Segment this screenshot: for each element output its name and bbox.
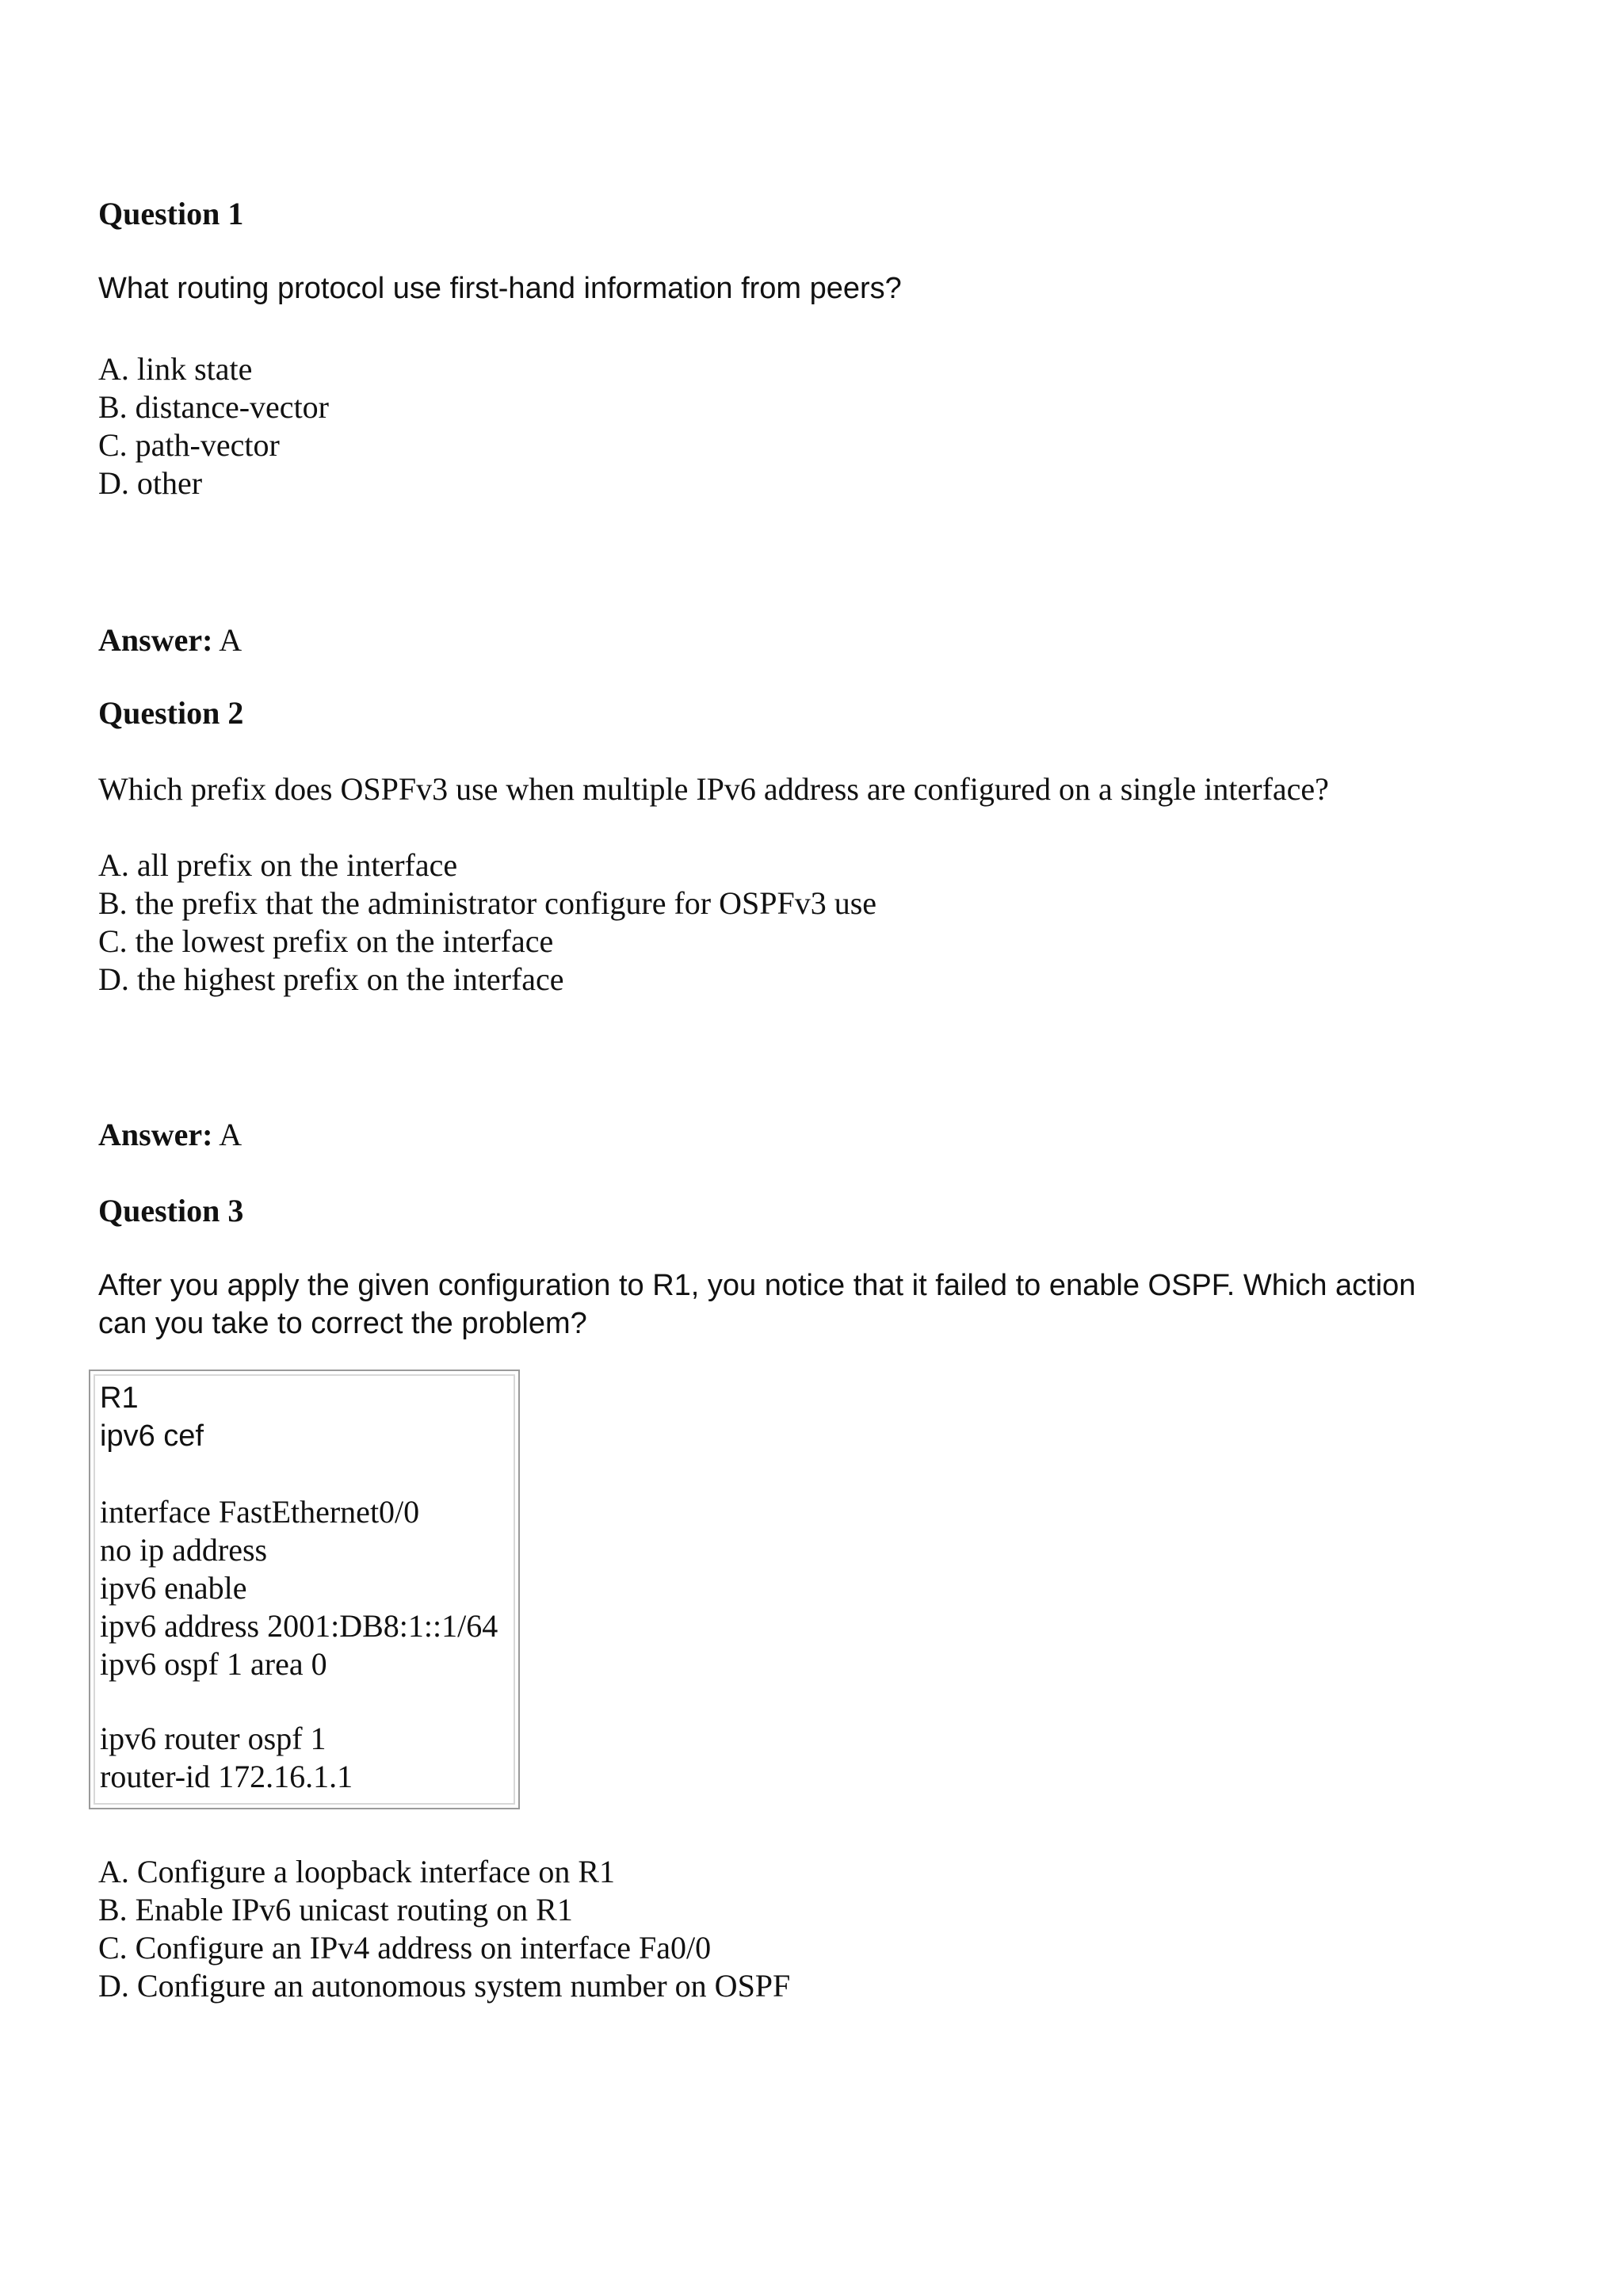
question-2-option-a: A. all prefix on the interface <box>98 847 458 883</box>
question-3-option-c: C. Configure an IPv4 address on interface Fa0/0 <box>98 1930 712 1966</box>
question-2-text: Which prefix does OSPFv3 use when multiple IPv6 address are configured on a single interface? <box>98 771 1329 807</box>
question-3-option-d: D. Configure an autonomous system number on OSPF <box>98 1968 791 2004</box>
question-1-option-c: C. path-vector <box>98 427 280 463</box>
config-line: R1 <box>100 1381 139 1415</box>
question-1-option-d: D. other <box>98 465 203 501</box>
config-line: ipv6 cef <box>100 1419 204 1453</box>
question-3-option-b: B. Enable IPv6 unicast routing on R1 <box>98 1892 573 1927</box>
question-2-options <box>98 846 876 999</box>
question-1-option-a: A. link state <box>98 351 253 387</box>
question-3-options <box>98 1853 790 2005</box>
config-line: ipv6 address 2001:DB8:1::1/64 <box>100 1608 498 1644</box>
question-1-text: What routing protocol use first-hand information from peers? <box>98 272 902 305</box>
config-line: router-id 172.16.1.1 <box>100 1759 353 1794</box>
question-2-option-c: C. the lowest prefix on the interface <box>98 923 554 959</box>
config-line: interface FastEthernet0/0 <box>100 1494 420 1530</box>
answer-label: Answer: <box>98 622 213 658</box>
answer-value: A <box>219 622 242 658</box>
question-3-text-line-1: After you apply the given configuration to R1, you notice that it failed to enable OSPF. Which action <box>98 1269 1416 1302</box>
question-2-option-b: B. the prefix that the administrator configure for OSPFv3 use <box>98 885 877 921</box>
question-2-answer <box>98 1116 242 1154</box>
config-line: ipv6 enable <box>100 1570 247 1606</box>
config-listing <box>100 1379 498 1796</box>
question-1-answer <box>98 621 242 659</box>
question-1-options <box>98 350 329 502</box>
config-line: ipv6 ospf 1 area 0 <box>100 1646 327 1682</box>
answer-value: A <box>219 1117 242 1152</box>
question-3-text-line-2: can you take to correct the problem? <box>98 1307 587 1340</box>
question-2-heading: Question 2 <box>98 695 244 731</box>
question-3-heading: Question 3 <box>98 1193 244 1228</box>
question-1-option-b: B. distance-vector <box>98 389 329 425</box>
config-line: no ip address <box>100 1532 268 1568</box>
config-box <box>89 1370 520 1809</box>
question-2-option-d: D. the highest prefix on the interface <box>98 961 564 997</box>
answer-label: Answer: <box>98 1117 213 1152</box>
question-3-option-a: A. Configure a loopback interface on R1 <box>98 1854 616 1889</box>
question-1-heading: Question 1 <box>98 196 244 231</box>
config-line: ipv6 router ospf 1 <box>100 1721 327 1756</box>
